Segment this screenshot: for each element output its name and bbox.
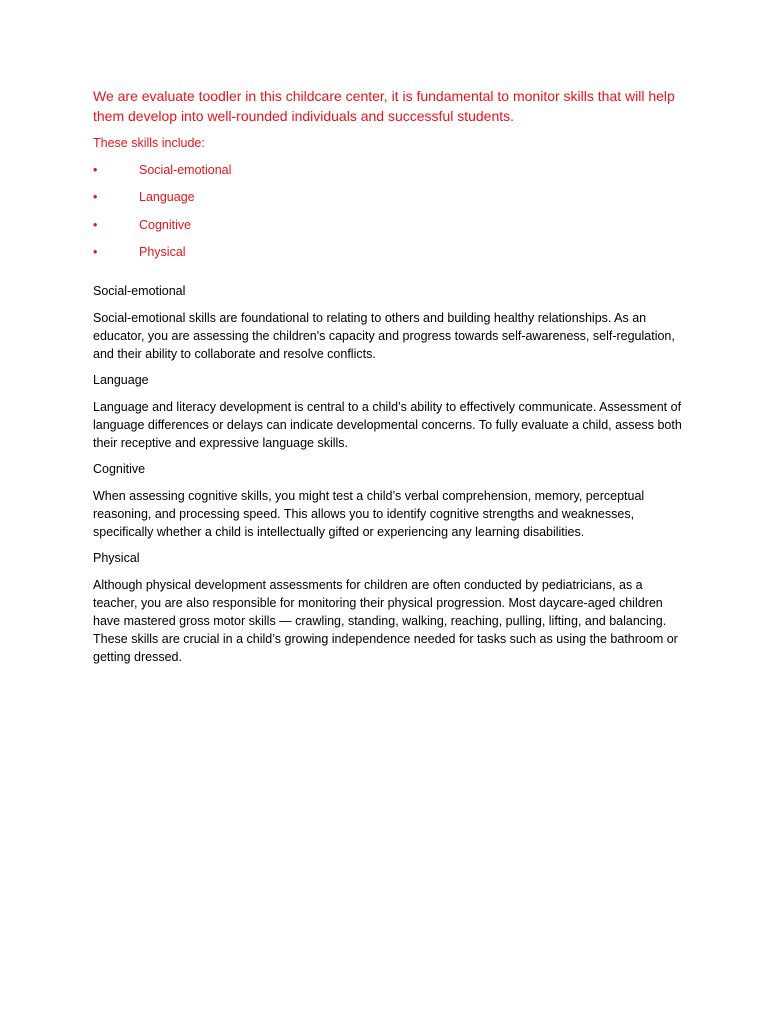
section-heading: Language (93, 372, 149, 387)
section-heading: Social-emotional (93, 283, 186, 298)
section-body: Language and literacy development is central to a child’s ability to effectively communicate. Assessment of language differences or delays can indicate developmental concerns. To fully evaluate a child, assess both their receptive and expressive language skills. (93, 399, 682, 450)
skills-list-item (93, 217, 683, 233)
skill-label: Language (139, 190, 195, 205)
section-physical (93, 550, 683, 666)
skill-label: Physical (139, 244, 186, 259)
document-content (93, 86, 683, 675)
skills-list-item (93, 162, 683, 178)
bullet-icon: • (93, 217, 98, 232)
section-heading: Cognitive (93, 461, 146, 476)
skill-label: Social-emotional (139, 163, 232, 177)
bullet-icon: • (93, 163, 98, 177)
section-language (93, 372, 683, 452)
skills-list (93, 162, 683, 260)
section-body: When assessing cognitive skills, you might test a child’s verbal comprehension, memory, perceptual reasoning, and processing speed. This allows you to identify cognitive strengths and weaknesses, specifically whether a child is intellectually gifted or experiencing any learning disabilities. (93, 488, 645, 539)
section-cognitive (93, 461, 683, 541)
section-heading: Physical (93, 550, 140, 565)
skills-list-item (93, 189, 683, 205)
section-body: Social-emotional skills are foundational to relating to others and building healthy relationships. As an educator, you are assessing the children's capacity and progress towards self-awareness, self-regulation, and their ability to collaborate and resolve conflicts. (93, 310, 675, 361)
skills-heading: These skills include: (93, 136, 205, 150)
bullet-icon: • (93, 244, 98, 259)
section-body: Although physical development assessments for children are often conducted by pediatricians, as a teacher, you are also responsible for monitoring their physical progression. Most daycare-aged children have mastered gross motor skills — crawling, standing, walking, reaching, pulling, lifting, and balancing. These skills are crucial in a child’s growing independence needed for tasks such as using the bathroom or getting dressed. (93, 577, 678, 664)
skills-list-item (93, 244, 683, 260)
intro-paragraph: We are evaluate toodler in this childcare center, it is fundamental to monitor skills that will help them develop into well-rounded individuals and successful students. (93, 88, 675, 124)
bullet-icon: • (93, 190, 98, 205)
skill-label: Cognitive (139, 217, 192, 232)
section-social-emotional (93, 283, 683, 363)
